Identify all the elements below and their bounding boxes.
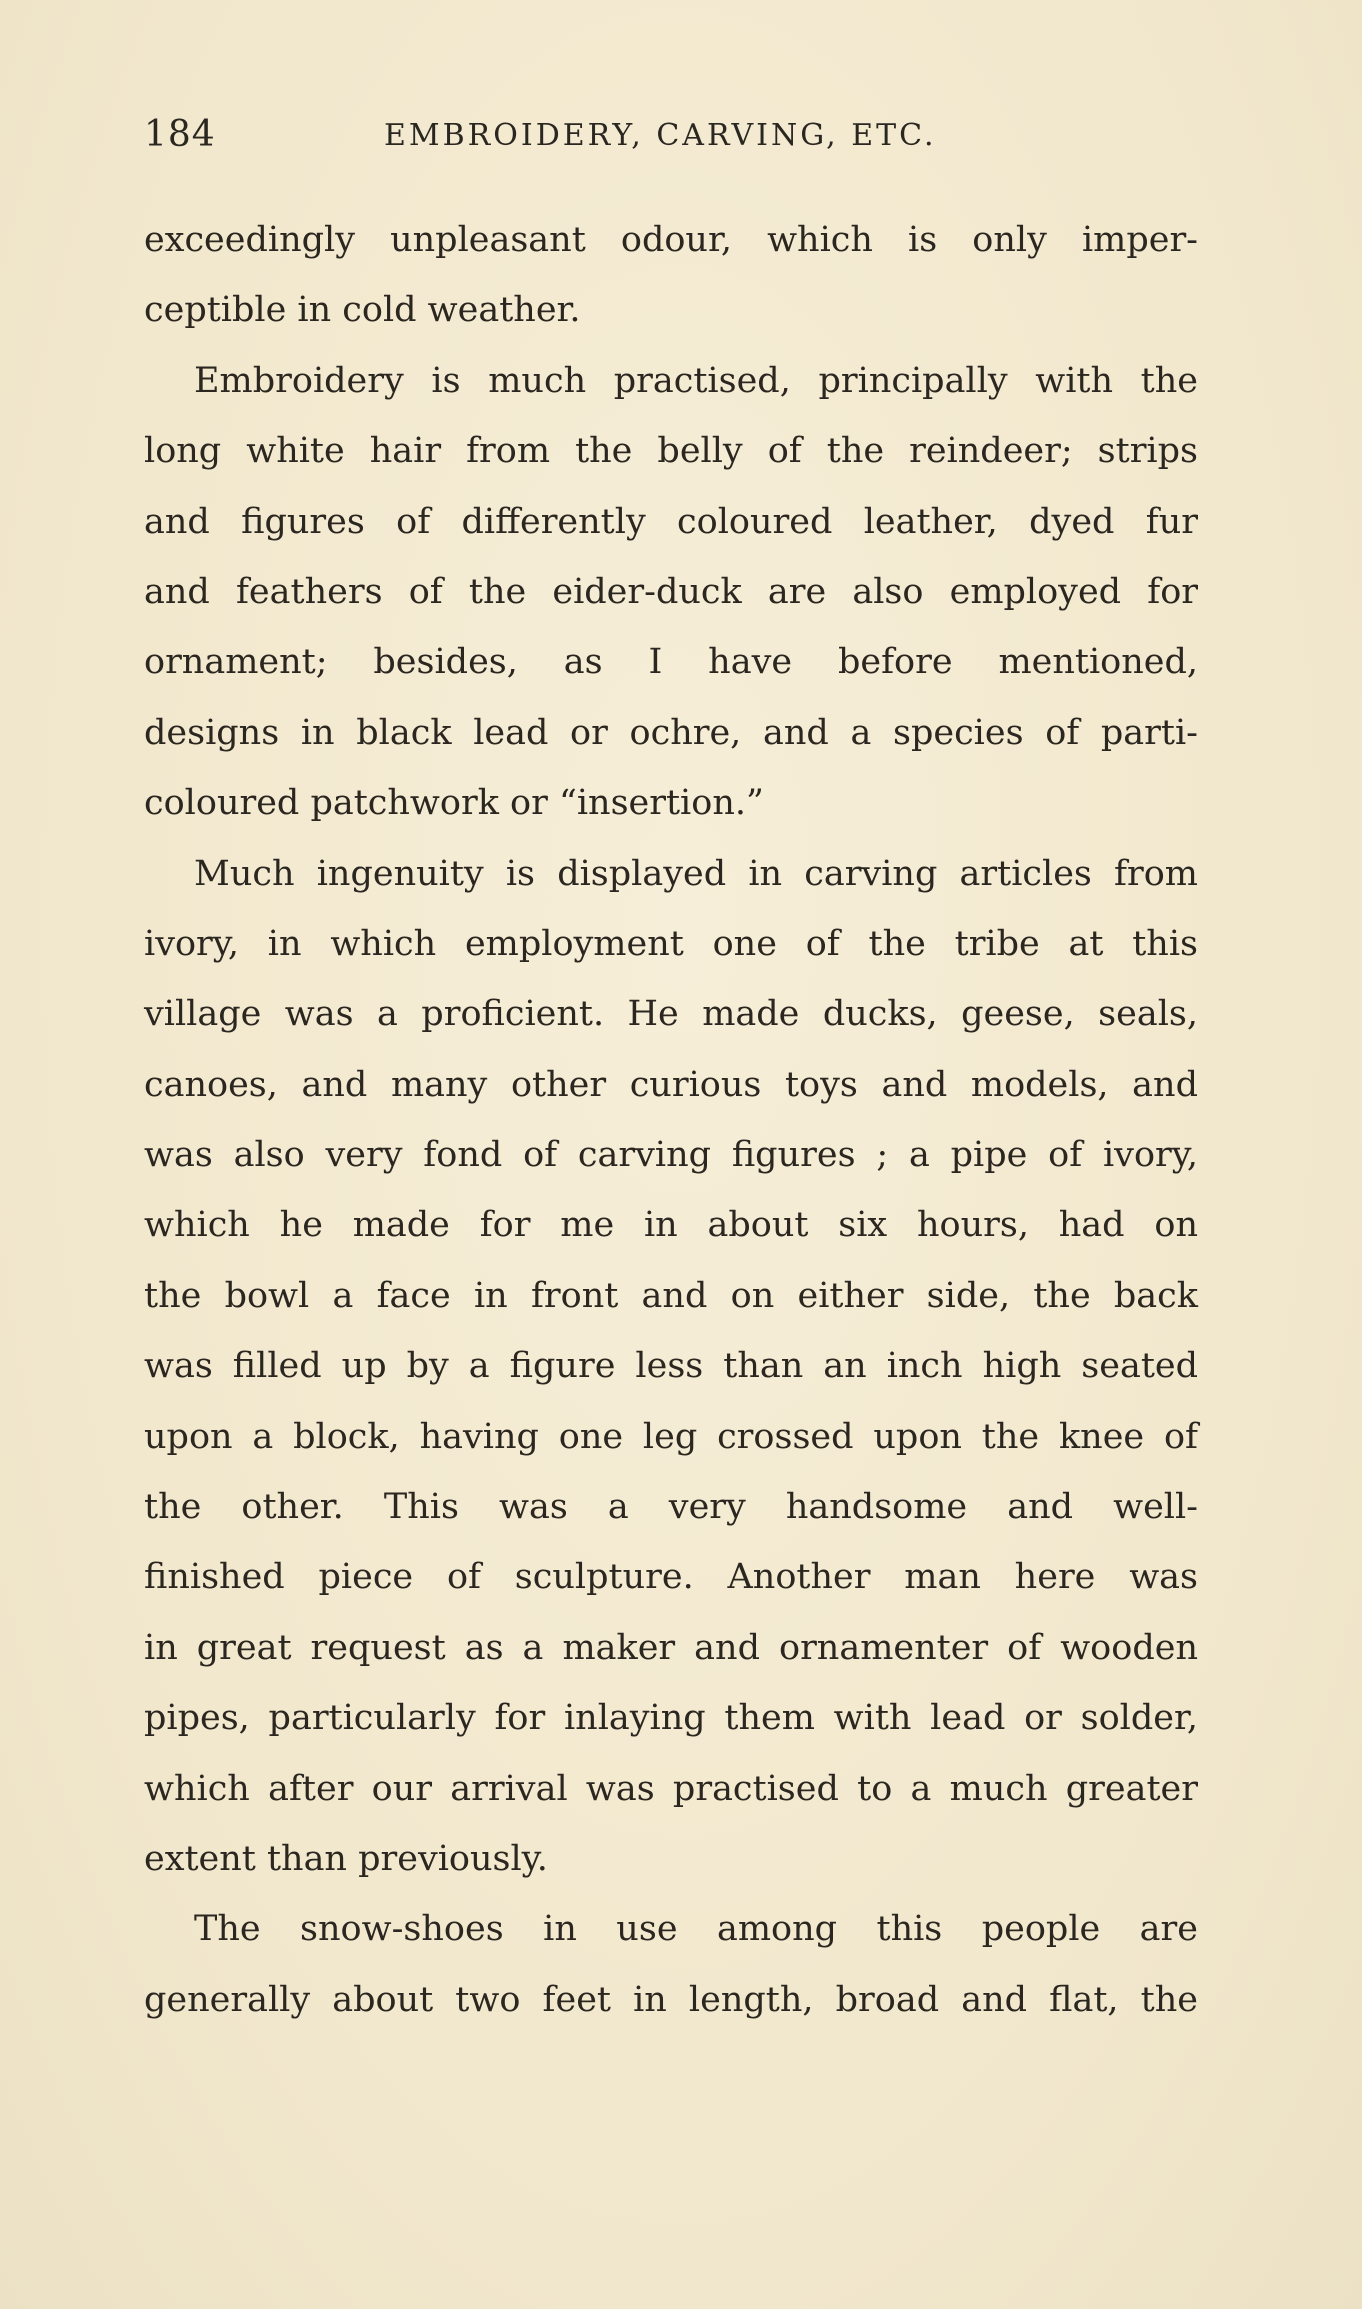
- text-line: ornament; besides, as I have before mentioned,: [144, 642, 1198, 683]
- body-text: [144, 205, 1198, 2035]
- paragraph-start-line: Embroidery is much practised, principally with the: [194, 360, 1198, 401]
- paragraph-start-line: Much ingenuity is displayed in carving articles from: [194, 853, 1198, 894]
- text-line: coloured patchwork or “insertion.”: [144, 783, 764, 824]
- text-line: village was a proficient. He made ducks, geese, seals,: [144, 994, 1198, 1035]
- paragraph-start-line: The snow-shoes in use among this people are: [194, 1909, 1198, 1950]
- running-head: EMBROIDERY, CARVING, ETC.: [384, 118, 937, 153]
- text-line: was also very fond of carving figures ; a pipe of ivory,: [144, 1135, 1198, 1176]
- text-line: pipes, particularly for inlaying them with lead or solder,: [144, 1698, 1198, 1739]
- text-line: which he made for me in about six hours, had on: [144, 1205, 1198, 1246]
- text-line: extent than previously.: [144, 1838, 548, 1879]
- text-line: long white hair from the belly of the reindeer; strips: [144, 431, 1198, 472]
- text-line: generally about two feet in length, broad and flat, the: [144, 1979, 1198, 2020]
- text-line: ceptible in cold weather.: [144, 290, 581, 331]
- text-line: the other. This was a very handsome and well-: [144, 1487, 1198, 1528]
- text-line: canoes, and many other curious toys and models, and: [144, 1064, 1198, 1105]
- text-line: finished piece of sculpture. Another man here was: [144, 1557, 1198, 1598]
- text-line: exceedingly unpleasant odour, which is only imper-: [144, 220, 1198, 260]
- text-line: the bowl a face in front and on either side, the back: [144, 1275, 1198, 1316]
- text-line: designs in black lead or ochre, and a species of parti-: [144, 712, 1198, 753]
- text-line: and figures of differently coloured leather, dyed fur: [144, 501, 1198, 542]
- page-number: 184: [144, 114, 216, 155]
- text-line: upon a block, having one leg crossed upon the knee of: [144, 1416, 1198, 1457]
- text-line: which after our arrival was practised to a much greater: [144, 1768, 1198, 1809]
- text-line: in great request as a maker and ornamenter of wooden: [144, 1627, 1198, 1668]
- text-line: and feathers of the eider-duck are also employed for: [144, 571, 1198, 612]
- text-line: was filled up by a figure less than an inch high seated: [144, 1346, 1198, 1387]
- text-line: ivory, in which employment one of the tribe at this: [144, 923, 1198, 964]
- page-header: [144, 114, 1194, 162]
